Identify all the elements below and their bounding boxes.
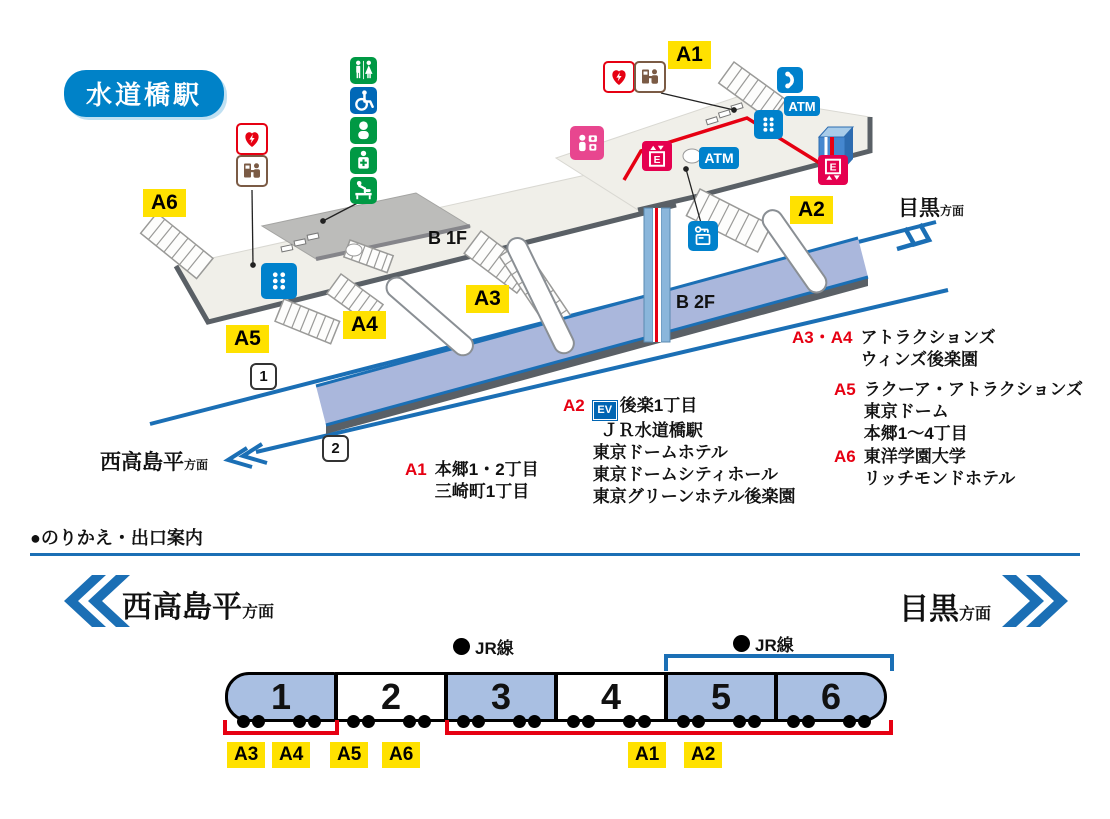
bottom-direction-right: 目黒方面: [899, 593, 992, 626]
platform-exit-a2: A2: [684, 742, 722, 768]
track-number-1: 1: [250, 363, 277, 390]
aed-icon: [236, 123, 268, 155]
platform-exit-a4: A4: [272, 742, 310, 768]
exit-guide-a5: [834, 379, 1083, 445]
destination: 東京ドーム: [863, 402, 949, 421]
elevator-shaft: [644, 208, 670, 342]
nishitakashimadaira-chevrons-icon: [228, 444, 267, 467]
exit-label-a2: A2: [790, 196, 833, 224]
direction-nishitakashimadaira: 西高島平方面: [100, 451, 209, 474]
stairs-a5: [275, 299, 340, 344]
exit-guide-a3-a4: [792, 327, 996, 371]
pillar: [346, 244, 362, 256]
jr-dot-icon: [733, 635, 750, 652]
car-number: 4: [600, 676, 622, 717]
car-number: 5: [710, 676, 732, 717]
aed-icon: [603, 61, 635, 93]
platform-exit-a1: A1: [628, 742, 666, 768]
destination: ウィンズ後楽園: [860, 350, 978, 369]
atm-badge: ATM: [699, 147, 739, 169]
train-car-3: [445, 672, 557, 722]
destination: アトラクションズ: [860, 328, 996, 347]
wheelchair-icon: [350, 87, 377, 114]
first-aid-icon: [350, 147, 377, 174]
destination: 東京グリーンホテル後楽園: [592, 486, 796, 506]
platform-exit-a6: A6: [382, 742, 420, 768]
destination: 東京ドームシティホール: [592, 464, 779, 484]
floor-label-b1f: B 1F: [428, 228, 468, 248]
exit-guide-a2: [563, 395, 796, 508]
elevator-icon: [818, 155, 848, 185]
exit-guide-a1: [405, 459, 539, 503]
destination: 東京ドームホテル: [592, 442, 728, 462]
exit-code: A3・A4: [792, 328, 853, 347]
ticket-gate-icon: [754, 110, 783, 139]
destination: リッチモンドホテル: [863, 469, 1016, 488]
jr-line-label: JR線: [453, 634, 514, 659]
exit-label-a6: A6: [143, 189, 186, 217]
train-car-6: [775, 672, 887, 722]
train-car-2: [335, 672, 447, 722]
exit-label-a3: A3: [466, 285, 509, 313]
fare-adjustment-icon: [236, 155, 268, 187]
exit-code: A2: [563, 396, 585, 415]
exit-code: A1: [405, 460, 427, 479]
heading-underline: [30, 553, 1080, 556]
nursery-icon: [350, 117, 377, 144]
elevator-icon: [642, 141, 672, 171]
svg-text:E: E: [829, 162, 837, 174]
direction-meguro: 目黒方面: [898, 197, 965, 220]
guide-heading: ●のりかえ・出口案内: [30, 528, 203, 548]
floor-label-b2f: B 2F: [676, 292, 716, 312]
right-direction-chevrons-icon: [996, 574, 1074, 628]
jr-line-label: JR線: [733, 631, 794, 656]
fare-adjustment-icon: [634, 61, 666, 93]
train-car-4: [555, 672, 667, 722]
phone-icon: [777, 67, 803, 93]
escalator-tube-1: [382, 273, 477, 359]
exit-label-a1: A1: [668, 41, 711, 69]
car-number: 2: [380, 676, 402, 717]
ev-icon: EV: [593, 401, 617, 420]
destination: 本郷1～4丁目: [863, 424, 968, 443]
destination: ラクーア・アトラクションズ: [863, 380, 1084, 399]
photo-booth-icon: [570, 126, 604, 160]
svg-text:E: E: [653, 154, 661, 166]
platform-exit-a5: A5: [330, 742, 368, 768]
bottom-direction-left: 西高島平方面: [122, 591, 275, 624]
exit-code: A6: [834, 447, 856, 466]
destination: 東洋学園大学: [863, 447, 966, 466]
exit-code: A5: [834, 380, 856, 399]
atm-badge: ATM: [784, 96, 820, 116]
exit-bracket-car1: [223, 720, 339, 735]
coin-locker-icon: [688, 221, 718, 251]
train-car-5: [665, 672, 777, 722]
exit-bracket-cars3-6: [445, 720, 893, 735]
diaper-changing-icon: [350, 177, 377, 204]
train-car-1: [225, 672, 337, 722]
exit-label-a5: A5: [226, 325, 269, 353]
destination: 本郷1・2丁目: [434, 460, 539, 479]
exit-guide-a6: [834, 446, 1015, 490]
car-number: 1: [270, 676, 292, 717]
destination: ＪＲ水道橋駅: [600, 420, 703, 440]
station-name-badge: 水道橋駅: [64, 70, 224, 117]
toilet-icon: [350, 57, 377, 84]
platform-exit-a3: A3: [227, 742, 265, 768]
destination: 三崎町1丁目: [434, 482, 530, 501]
car-number: 3: [490, 676, 512, 717]
jr-transfer-bracket: [664, 654, 894, 671]
destination: EV 後楽1丁目: [593, 395, 796, 420]
ticket-gate-icon: [261, 263, 297, 299]
car-number: 6: [820, 676, 842, 717]
track-number-2: 2: [322, 435, 349, 462]
exit-label-a4: A4: [343, 311, 386, 339]
jr-dot-icon: [453, 638, 470, 655]
